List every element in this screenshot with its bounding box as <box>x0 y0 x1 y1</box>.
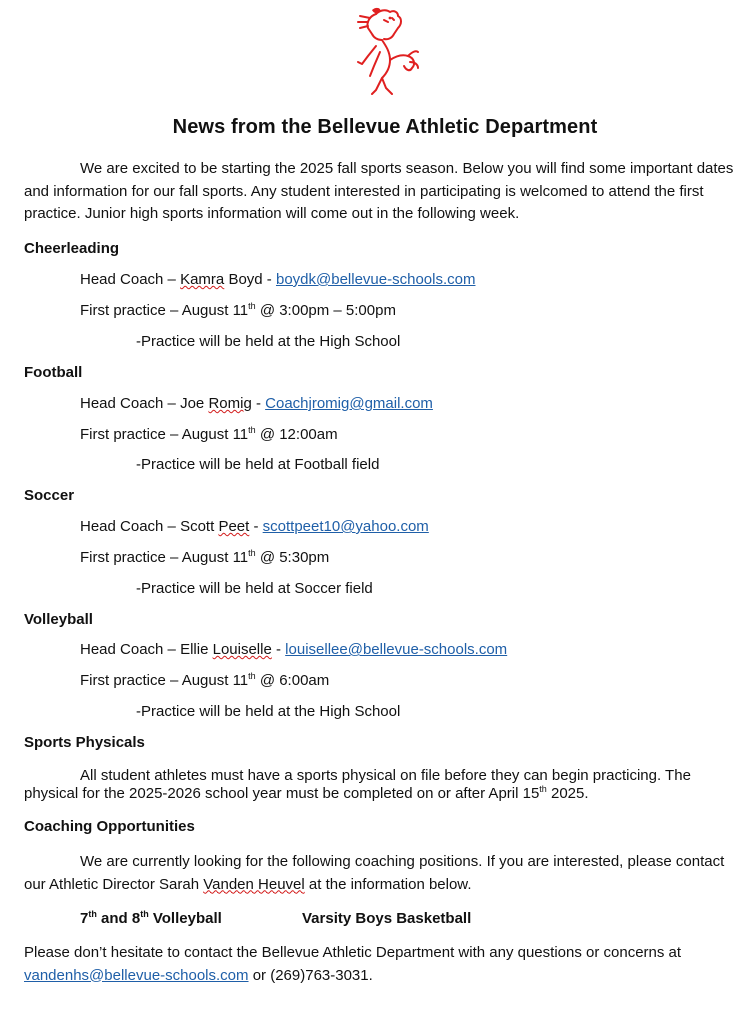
practice-time: @ 5:30pm <box>255 549 330 566</box>
mustang-horse-logo-icon <box>346 6 420 98</box>
athletic-director-name: Vanden Heuvel <box>203 875 305 893</box>
coach-line-soccer <box>80 518 429 535</box>
coach-last-name: Peet <box>218 518 250 535</box>
location-line-cheerleading: -Practice will be held at the High School <box>136 333 401 350</box>
practice-time: @ 12:00am <box>255 426 338 443</box>
coaching-positions <box>80 909 472 927</box>
page-title: News from the Bellevue Athletic Department <box>172 116 598 138</box>
practice-line-cheerleading <box>80 302 396 319</box>
closing-paragraph <box>24 942 740 987</box>
position-varsity-boys-basketball: Varsity Boys Basketball <box>302 910 472 927</box>
practice-time: @ 3:00pm – 5:00pm <box>255 302 396 319</box>
intro-paragraph: We are excited to be starting the 2025 fall sports season. Below you will find some important dates and information for our fall sports. Any student interested in participating is welcomed to attend the first practice. Junior high sports information will come out in the following week. <box>24 160 734 222</box>
practice-line-football <box>80 426 338 443</box>
coach-last-name: Louiselle <box>212 641 272 658</box>
section-heading-coaching: Coaching Opportunities <box>24 818 195 835</box>
physicals-year: 2025. <box>546 785 589 802</box>
position-junior-high-volleyball <box>80 910 222 927</box>
ordinal-suffix: th <box>248 301 256 311</box>
ordinal-suffix: th <box>248 548 256 558</box>
coach-line-football <box>80 395 433 412</box>
email-link-soccer[interactable]: scottpeet10@yahoo.com <box>262 518 429 535</box>
grade-eight: and 8 <box>96 910 141 927</box>
physicals-paragraph <box>24 767 740 803</box>
separator: - <box>262 271 276 288</box>
email-link-cheerleading[interactable]: boydk@bellevue-schools.com <box>275 271 476 288</box>
closing-text: Please don’t hesitate to contact the Bellevue Athletic Department with any questions or concerns at <box>24 944 682 961</box>
coach-prefix: Head Coach – <box>80 641 181 658</box>
ordinal-suffix: th <box>88 909 97 919</box>
section-heading-soccer: Soccer <box>24 487 75 504</box>
coach-first-name: Ellie <box>180 641 209 658</box>
coach-prefix: Head Coach – <box>80 518 181 535</box>
coach-prefix: Head Coach – <box>80 395 181 412</box>
coach-first-name: Scott <box>180 518 215 535</box>
director-email-link[interactable]: vandenhs@bellevue-schools.com <box>24 966 249 984</box>
coach-last-name: Boyd <box>228 271 263 288</box>
ordinal-suffix: th <box>248 425 256 435</box>
practice-prefix: First practice – August 11 <box>80 426 249 443</box>
ordinal-suffix: th <box>140 909 149 919</box>
ordinal-suffix: th <box>539 784 547 794</box>
practice-prefix: First practice – August 11 <box>80 672 249 689</box>
section-heading-football: Football <box>24 364 83 381</box>
practice-line-soccer <box>80 549 329 566</box>
grade-seven: 7 <box>80 910 89 927</box>
email-link-football[interactable]: Coachjromig@gmail.com <box>265 395 433 412</box>
practice-line-volleyball <box>80 672 329 689</box>
coaching-paragraph <box>24 851 740 896</box>
section-heading-volleyball: Volleyball <box>24 611 93 628</box>
physicals-text: All student athletes must have a sports physical on file before they can begin practicing. The physical for the 2025-2026 school year must be completed on or after April 15 <box>24 767 691 802</box>
coach-first-name: Joe <box>180 395 205 412</box>
practice-time: @ 6:00am <box>255 672 330 689</box>
coach-line-volleyball <box>80 641 507 658</box>
coach-line-cheerleading <box>80 271 475 288</box>
coach-prefix: Head Coach – <box>80 271 181 288</box>
location-line-soccer: -Practice will be held at Soccer field <box>136 580 373 597</box>
practice-prefix: First practice – August 11 <box>80 302 249 319</box>
section-heading-cheerleading: Cheerleading <box>24 240 120 257</box>
section-heading-physicals: Sports Physicals <box>24 734 145 751</box>
coaching-text: We are currently looking for the following coaching positions. If you are interested, please contact our Athletic Director Sarah <box>24 853 725 893</box>
location-line-football: -Practice will be held at Football field <box>136 456 380 473</box>
sport-name: Volleyball <box>148 910 222 927</box>
coaching-text-end: at the information below. <box>304 875 472 893</box>
separator: - <box>251 395 266 412</box>
email-link-volleyball[interactable]: louisellee@bellevue-schools.com <box>285 641 508 658</box>
separator: - <box>271 641 286 658</box>
ordinal-suffix: th <box>248 671 256 681</box>
practice-prefix: First practice – August 11 <box>80 549 249 566</box>
separator: - <box>249 518 263 535</box>
location-line-volleyball: -Practice will be held at the High School <box>136 703 401 720</box>
coach-last-name: Romig <box>208 395 252 412</box>
coach-first-name: Kamra <box>180 271 225 288</box>
closing-phone: or (269)763-3031. <box>248 966 373 984</box>
